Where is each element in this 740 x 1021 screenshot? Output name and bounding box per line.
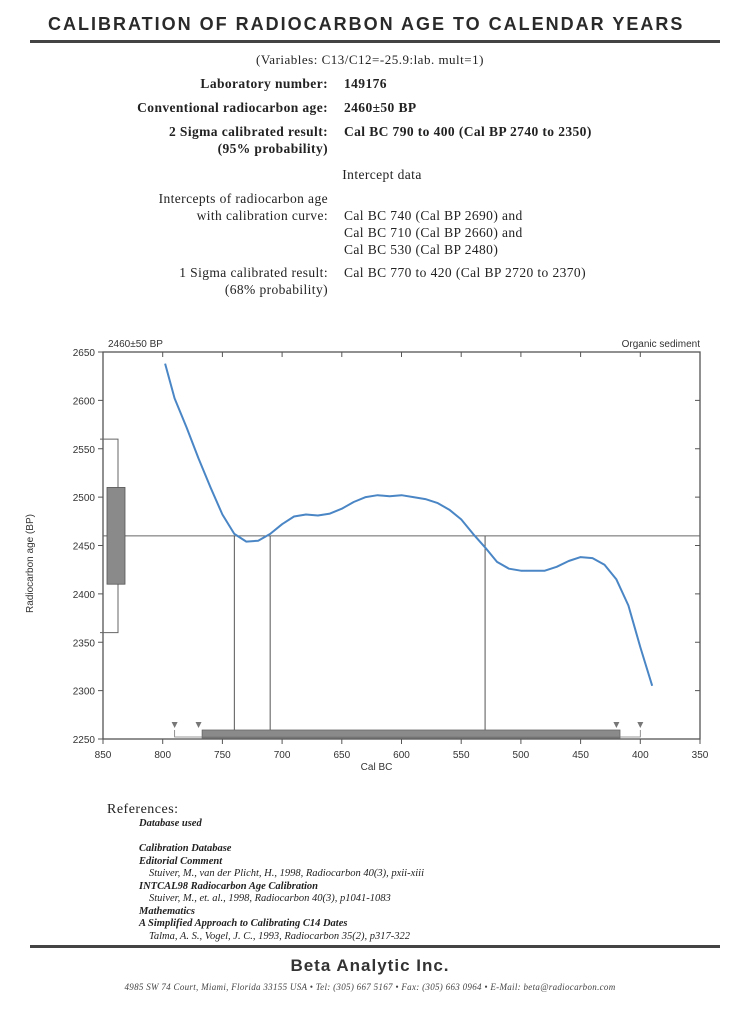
x-axis-label: Cal BC [360,762,393,773]
intercept-line: Cal BC 710 (Cal BP 2660) and [344,225,523,240]
y-tick-label: 2550 [72,444,95,456]
reference-line: Stuiver, M., van der Plicht, H., 1998, Radiocarbon 40(3), pxii-xiii [149,868,424,879]
reference-line [139,831,424,844]
references-section [107,802,424,943]
range-marker [613,722,619,728]
sigma1-value: Cal BC 770 to 420 (Cal BP 2720 to 2370) [344,265,586,280]
sigma1-label: 1 Sigma calibrated result: [179,265,328,280]
y-tick-label: 2350 [72,638,95,650]
corner-label-right: Organic sediment [621,339,700,350]
sigma1-row [0,265,740,301]
x-tick-label: 700 [273,750,291,761]
y-tick-label: 2300 [72,686,95,698]
sigma1-age-box [107,487,125,584]
x-tick-label: 800 [154,750,172,761]
intercept-line: Cal BC 530 (Cal BP 2480) [344,242,499,257]
y-tick-label: 2250 [72,735,95,746]
x-tick-label: 350 [691,750,709,761]
intercept-header-row [0,167,740,185]
bottom-rule [30,945,720,948]
corner-label-left: 2460±50 BP [108,339,163,350]
x-tick-label: 400 [631,750,649,761]
range-marker [172,722,178,728]
reference-line: Database used [139,818,202,829]
range-marker [196,722,202,728]
range-marker [637,722,643,728]
y-tick-label: 2600 [72,396,95,408]
intercepts-label-1: Intercepts of radiocarbon age [158,191,328,206]
chart-layer [25,339,709,773]
conv-age-label: Conventional radiocarbon age: [137,100,328,115]
report-title: CALIBRATION OF RADIOCARBON AGE TO CALENDAR YEARS [48,14,685,34]
company-address: 4985 SW 74 Court, Miami, Florida 33155 USA • Tel: (305) 667 5167 • Fax: (305) 663 0964 • E-Mail: beta@radiocarbon.com [124,982,616,992]
reference-line: Editorial Comment [139,855,223,867]
plot-frame [103,352,700,739]
y-tick-label: 2500 [72,493,95,505]
x-tick-label: 500 [512,750,530,761]
reference-line: Talma, A. S., Vogel, J. C., 1993, Radiocarbon 35(2), p317-322 [149,930,411,942]
top-rule [30,40,720,43]
reference-line: Stuiver, M., et. al., 1998, Radiocarbon 40(3), p1041-1083 [149,893,391,904]
lab-number-value: 149176 [344,76,387,91]
sigma2-value: Cal BC 790 to 400 (Cal BP 2740 to 2350) [344,124,592,139]
intercept-header: Intercept data [342,167,422,182]
calibration-curve [165,364,652,686]
calibration-chart [0,330,740,780]
sigma2-probability: (95% probability) [217,141,328,156]
reference-line: Mathematics [139,905,196,917]
lab-number-row [0,76,740,94]
references-heading: References: [107,802,179,817]
y-tick-label: 2650 [72,348,95,359]
intercepts-label-2: with calibration curve: [196,208,328,223]
x-tick-label: 650 [333,750,351,761]
sigma1-probability: (68% probability) [224,282,328,297]
sigma2-row [0,124,740,160]
y-tick-label: 2400 [72,589,95,601]
reference-line: INTCAL98 Radiocarbon Age Calibration [139,880,319,892]
reference-line: A Simplified Approach to Calibrating C14 Dates [139,918,348,929]
lab-number-label: Laboratory number: [200,76,328,91]
x-tick-label: 850 [94,750,112,761]
intercept-line: Cal BC 740 (Cal BP 2690) and [344,208,523,223]
company-name: Beta Analytic Inc. [290,956,450,975]
variables-line: (Variables: C13/C12=-25.9:lab. mult=1) [256,52,484,67]
conv-age-row [0,100,740,118]
sigma2-label: 2 Sigma calibrated result: [168,124,328,139]
reference-line: Calibration Database [139,843,232,854]
x-tick-label: 600 [393,750,410,761]
y-tick-label: 2450 [72,541,95,553]
x-tick-label: 750 [214,750,231,761]
references-list [107,818,424,943]
y-axis-label: Radiocarbon age (BP) [25,514,36,613]
conv-age-value: 2460±50 BP [344,100,417,115]
x-tick-label: 550 [452,750,470,761]
x-tick-label: 450 [572,750,589,761]
intercepts-row [0,191,740,257]
